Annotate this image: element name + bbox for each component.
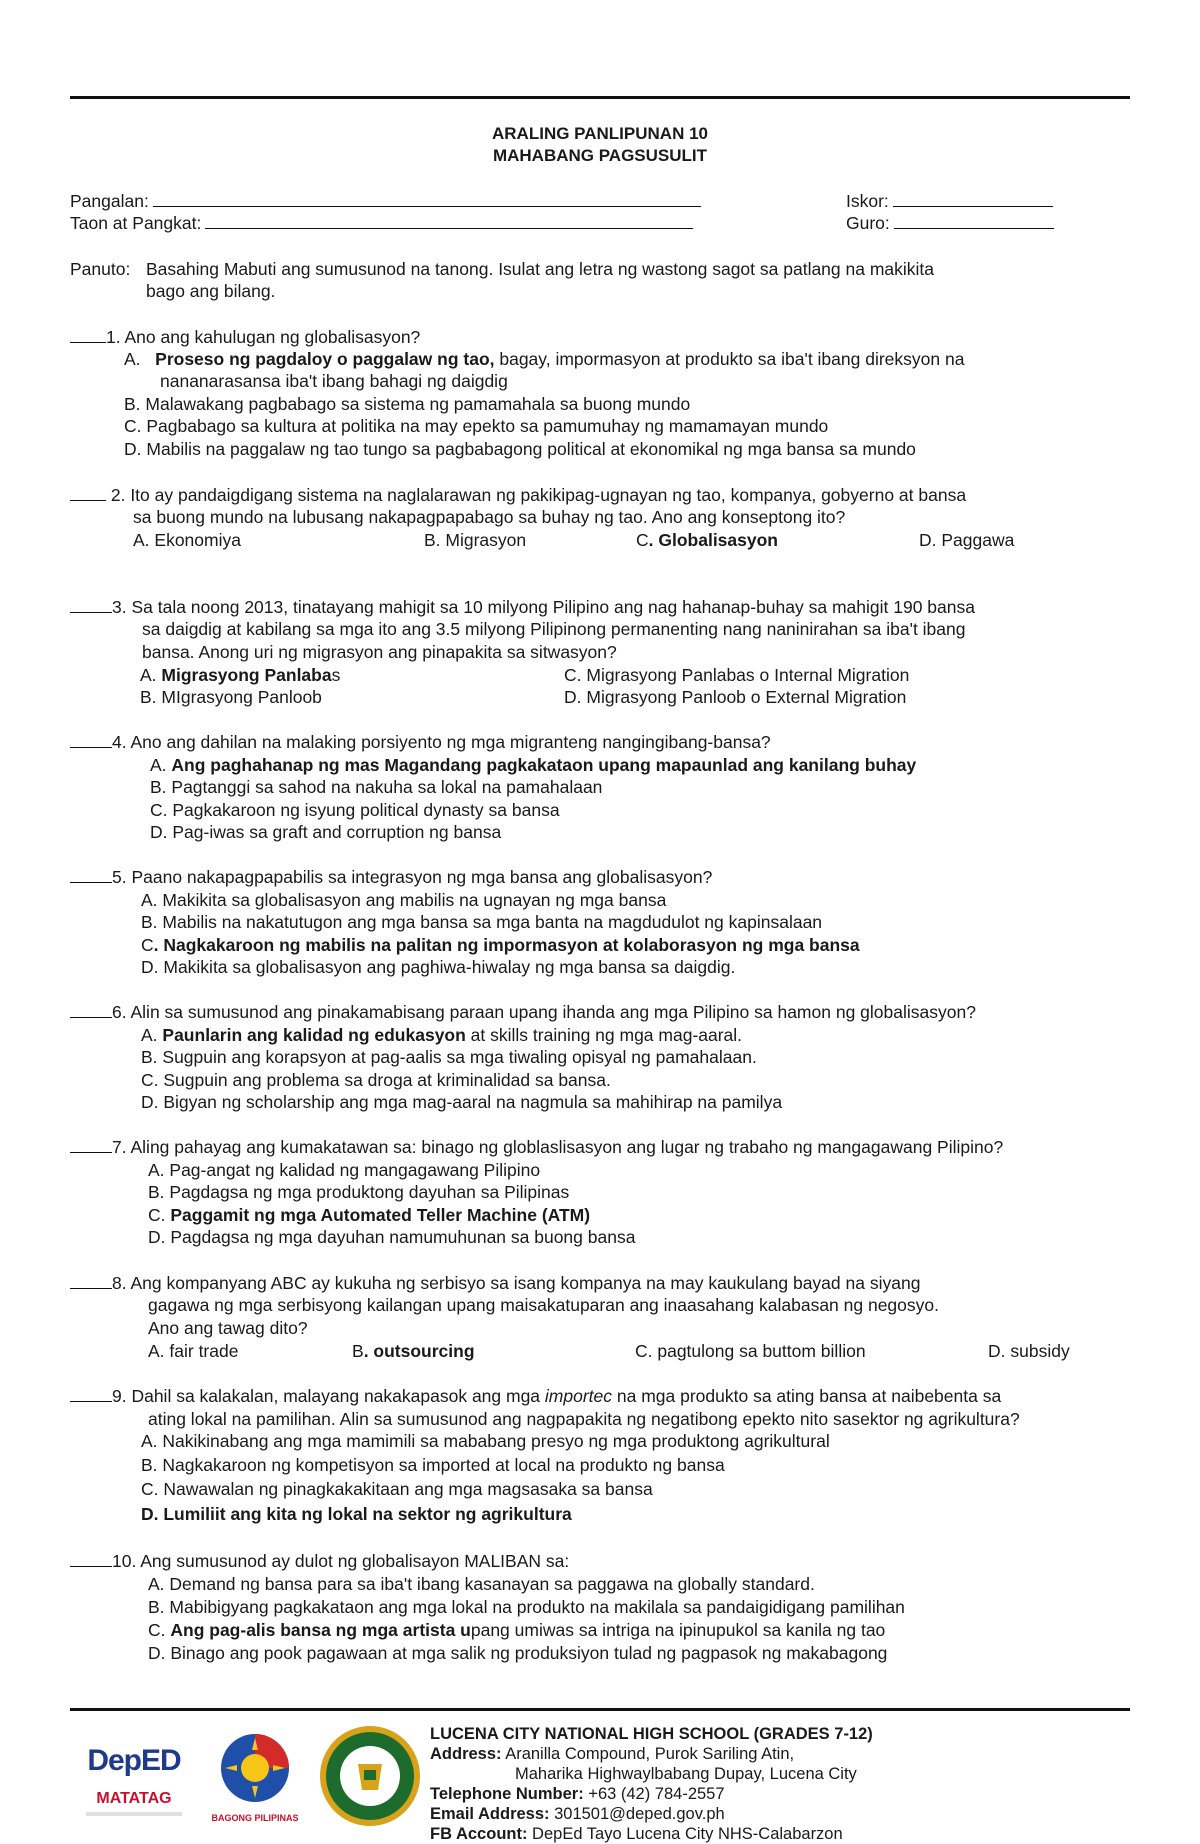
q3-stem-cont1: sa daigdig at kabilang sa mga ito ang 3.5 milyong Pilipinong permanenting nang naninirahan sa iba't ibang bbox=[142, 619, 966, 639]
q5-option-c: C. Nagkakaroon ng mabilis na palitan ng impormasyon at kolaborasyon ng mga bansa bbox=[141, 935, 860, 955]
top-rule bbox=[70, 96, 1130, 99]
q3-option-b: B. MIgrasyong Panloob bbox=[140, 687, 322, 707]
pangalan-field[interactable] bbox=[70, 191, 701, 212]
question-3: 3. Sa tala noong 2013, tinatayang mahigit sa 10 milyong Pilipino ang nag hahanap-buhay sa mahigit 190 bansa bbox=[70, 596, 975, 619]
q2-stem-cont: sa buong mundo na lubusang nakapagpapabago sa buhay ng tao. Ano ang konseptong ito? bbox=[133, 507, 846, 527]
q3-option-d: D. Migrasyong Panloob o External Migration bbox=[564, 687, 907, 707]
q7-option-c: C. Paggamit ng mga Automated Teller Machine (ATM) bbox=[148, 1205, 591, 1225]
q9-option-a: A. Nakikinabang ang mga mamimili sa mababang presyo ng mga produktong agrikultural bbox=[141, 1431, 830, 1451]
footer-address-line2: Maharika Highwaylbabang Dupay, Lucena City bbox=[515, 1765, 857, 1783]
q2-option-c: C. Globalisasyon bbox=[636, 530, 778, 550]
footer-fb: FB Account: DepEd Tayo Lucena City NHS-Calabarzon bbox=[430, 1825, 843, 1843]
q3-option-a: A. Migrasyong Panlabas bbox=[140, 665, 341, 685]
q1-option-a-cont: nananarasansa iba't ibang bahagi ng daigdig bbox=[160, 371, 508, 391]
question-7: 7. Aling pahayag ang kumakatawan sa: binago ng globlaslisasyon ang lugar ng trabaho ng mangagawang Pilipino? bbox=[70, 1136, 1003, 1159]
q5-option-a: A. Makikita sa globalisasyon ang mabilis na ugnayan ng mga bansa bbox=[141, 890, 667, 910]
q6-option-d: D. Bigyan ng scholarship ang mga mag-aaral na nagmula sa mahihirap na pamilya bbox=[141, 1092, 783, 1112]
q2-option-a: A. Ekonomiya bbox=[133, 530, 241, 550]
pangalan-label: Pangalan: bbox=[70, 191, 149, 211]
q7-option-a: A. Pag-angat ng kalidad ng mangagawang Pilipino bbox=[148, 1160, 541, 1180]
q6-option-b: B. Sugpuin ang korapsyon at pag-aalis sa mga tiwaling opisyal ng pamahalaan. bbox=[141, 1047, 757, 1067]
q8-stem-cont1: gagawa ng mga serbisyong kailangan upang maisakatuparan ang inaasahang kalabasan ng negosyo. bbox=[148, 1295, 939, 1315]
question-9: 9. Dahil sa kalakalan, malayang nakakapasok ang mga importec na mga produkto sa ating bansa at naibebenta sa bbox=[70, 1385, 1001, 1408]
q8-option-c: C. pagtulong sa buttom billion bbox=[635, 1341, 866, 1361]
taon-pangkat-label: Taon at Pangkat: bbox=[70, 213, 202, 233]
q7-option-b: B. Pagdagsa ng mga produktong dayuhan sa Pilipinas bbox=[148, 1182, 570, 1202]
answer-blank-9[interactable] bbox=[70, 1387, 112, 1402]
guro-label: Guro: bbox=[846, 213, 890, 233]
q4-option-d: D. Pag-iwas sa graft and corruption ng bansa bbox=[150, 822, 502, 842]
answer-blank-1[interactable] bbox=[70, 328, 106, 343]
q1-option-a: A. Proseso ng pagdaloy o paggalaw ng tao, bagay, impormasyon at produkto sa iba't ibang direksyon na bbox=[124, 349, 965, 369]
q8-option-d: D. subsidy bbox=[988, 1341, 1070, 1361]
q9-option-c: C. Nawawalan ng pinagkakakitaan ang mga magsasaka sa bansa bbox=[141, 1479, 653, 1499]
q1-option-b: B. Malawakang pagbabago sa sistema ng pamamahala sa buong mundo bbox=[124, 394, 691, 414]
instructions-line1: Basahing Mabuti ang sumusunod na tanong. Isulat ang letra ng wastong sagot sa patlang na makikita bbox=[146, 259, 935, 279]
q10-option-d: D. Binago ang pook pagawaan at mga salik ng produksiyon tulad ng pagpasok ng makabagong bbox=[148, 1643, 888, 1663]
footer-school-name: LUCENA CITY NATIONAL HIGH SCHOOL (GRADES 7-12) bbox=[430, 1725, 873, 1743]
q3-stem-cont2: bansa. Anong uri ng migrasyon ang pinapakita sa sitwasyon? bbox=[142, 642, 617, 662]
footer-email: Email Address: 301501@deped.gov.ph bbox=[430, 1805, 725, 1823]
answer-blank-3[interactable] bbox=[70, 598, 112, 613]
answer-blank-10[interactable] bbox=[70, 1552, 112, 1567]
instructions-line2: bago ang bilang. bbox=[146, 281, 276, 301]
footer-address: Address: Aranilla Compound, Purok Sariling Atin, bbox=[430, 1745, 795, 1763]
q3-option-c: C. Migrasyong Panlabas o Internal Migration bbox=[564, 665, 910, 685]
q4-option-b: B. Pagtanggi sa sahod na nakuha sa lokal na pamahalaan bbox=[150, 777, 603, 797]
exam-subtitle: MAHABANG PAGSUSULIT bbox=[492, 146, 708, 165]
question-10: 10. Ang sumusunod ay dulot ng globalisayon MALIBAN sa: bbox=[70, 1550, 569, 1573]
school-seal-logo bbox=[318, 1724, 422, 1828]
answer-blank-8[interactable] bbox=[70, 1274, 112, 1289]
q6-option-a: A. Paunlarin ang kalidad ng edukasyon at skills training ng mga mag-aaral. bbox=[141, 1025, 743, 1045]
q8-option-b: B. outsourcing bbox=[352, 1341, 475, 1361]
q8-option-a: A. fair trade bbox=[148, 1341, 239, 1361]
question-5: 5. Paano nakapagpapabilis sa integrasyon ng mga bansa ang globalisasyon? bbox=[70, 866, 712, 889]
deped-logo: DepED MATATAG bbox=[80, 1726, 188, 1826]
iskor-label: Iskor: bbox=[846, 191, 889, 211]
question-8: 8. Ang kompanyang ABC ay kukuha ng serbisyo sa isang kompanya na may kaukulang bayad na siyang bbox=[70, 1272, 920, 1295]
q2-option-b: B. Migrasyon bbox=[424, 530, 527, 550]
question-4: 4. Ano ang dahilan na malaking porsiyento ng mga migranteng nangingibang-bansa? bbox=[70, 731, 771, 754]
question-6: 6. Alin sa sumusunod ang pinakamabisang paraan upang ihanda ang mga Pilipino sa hamon ng globalisasyon? bbox=[70, 1001, 976, 1024]
answer-blank-6[interactable] bbox=[70, 1003, 112, 1018]
q9-option-b: B. Nagkakaroon ng kompetisyon sa imported at local na produkto ng bansa bbox=[141, 1455, 725, 1475]
answer-blank-7[interactable] bbox=[70, 1138, 112, 1153]
q8-stem-cont2: Ano ang tawag dito? bbox=[148, 1318, 308, 1338]
q7-option-d: D. Pagdagsa ng mga dayuhan namumuhunan sa buong bansa bbox=[148, 1227, 636, 1247]
bagong-pilipinas-logo: BAGONG PILIPINAS bbox=[205, 1728, 305, 1828]
answer-blank-4[interactable] bbox=[70, 733, 112, 748]
instructions-label: Panuto: bbox=[70, 259, 131, 279]
answer-blank-2[interactable] bbox=[70, 486, 106, 501]
guro-field[interactable] bbox=[846, 213, 1054, 234]
footer-phone: Telephone Number: +63 (42) 784-2557 bbox=[430, 1785, 725, 1803]
q9-option-d: D. Lumiliit ang kita ng lokal na sektor ng agrikultura bbox=[141, 1504, 572, 1524]
question-2: 2. Ito ay pandaigdigang sistema na naglalarawan ng pakikipag-ugnayan ng tao, kompanya, gobyerno at bansa bbox=[70, 484, 966, 507]
q1-option-c: C. Pagbabago sa kultura at politika na may epekto sa pamumuhay ng mamamayan mundo bbox=[124, 416, 829, 436]
taon-pangkat-field[interactable] bbox=[70, 213, 693, 234]
q5-option-b: B. Mabilis na nakatutugon ang mga bansa sa mga banta na magdudulot ng kapinsalaan bbox=[141, 912, 823, 932]
q1-option-d: D. Mabilis na paggalaw ng tao tungo sa pagbabagong political at ekonomikal ng mga bansa sa mundo bbox=[124, 439, 916, 459]
q9-stem-cont: ating lokal na pamilihan. Alin sa sumusunod ang nagpapakita ng negatibong epekto nito sasektor ng agrikultura? bbox=[148, 1409, 1020, 1429]
q5-option-d: D. Makikita sa globalisasyon ang paghiwa-hiwalay ng mga bansa sa daigdig. bbox=[141, 957, 736, 977]
q10-option-a: A. Demand ng bansa para sa iba't ibang kasanayan sa paggawa na globally standard. bbox=[148, 1574, 815, 1594]
question-1: 1. Ano ang kahulugan ng globalisasyon? bbox=[70, 326, 420, 349]
iskor-field[interactable] bbox=[846, 191, 1053, 212]
q4-option-a: A. Ang paghahanap ng mas Magandang pagkakataon upang mapaunlad ang kanilang buhay bbox=[150, 755, 917, 775]
q10-option-b: B. Mabibigyang pagkakataon ang mga lokal na produkto na makilala sa pandaigidigang pamilihan bbox=[148, 1597, 905, 1617]
footer-rule bbox=[70, 1708, 1130, 1711]
q2-option-d: D. Paggawa bbox=[919, 530, 1015, 550]
q10-option-c: C. Ang pag-alis bansa ng mga artista upang umiwas sa intriga na ipinupukol sa kanila ng tao bbox=[148, 1620, 886, 1640]
q6-option-c: C. Sugpuin ang problema sa droga at kriminalidad sa bansa. bbox=[141, 1070, 611, 1090]
q4-option-c: C. Pagkakaroon ng isyung political dynasty sa bansa bbox=[150, 800, 560, 820]
answer-blank-5[interactable] bbox=[70, 868, 112, 883]
exam-title: ARALING PANLIPUNAN 10 bbox=[492, 124, 708, 143]
